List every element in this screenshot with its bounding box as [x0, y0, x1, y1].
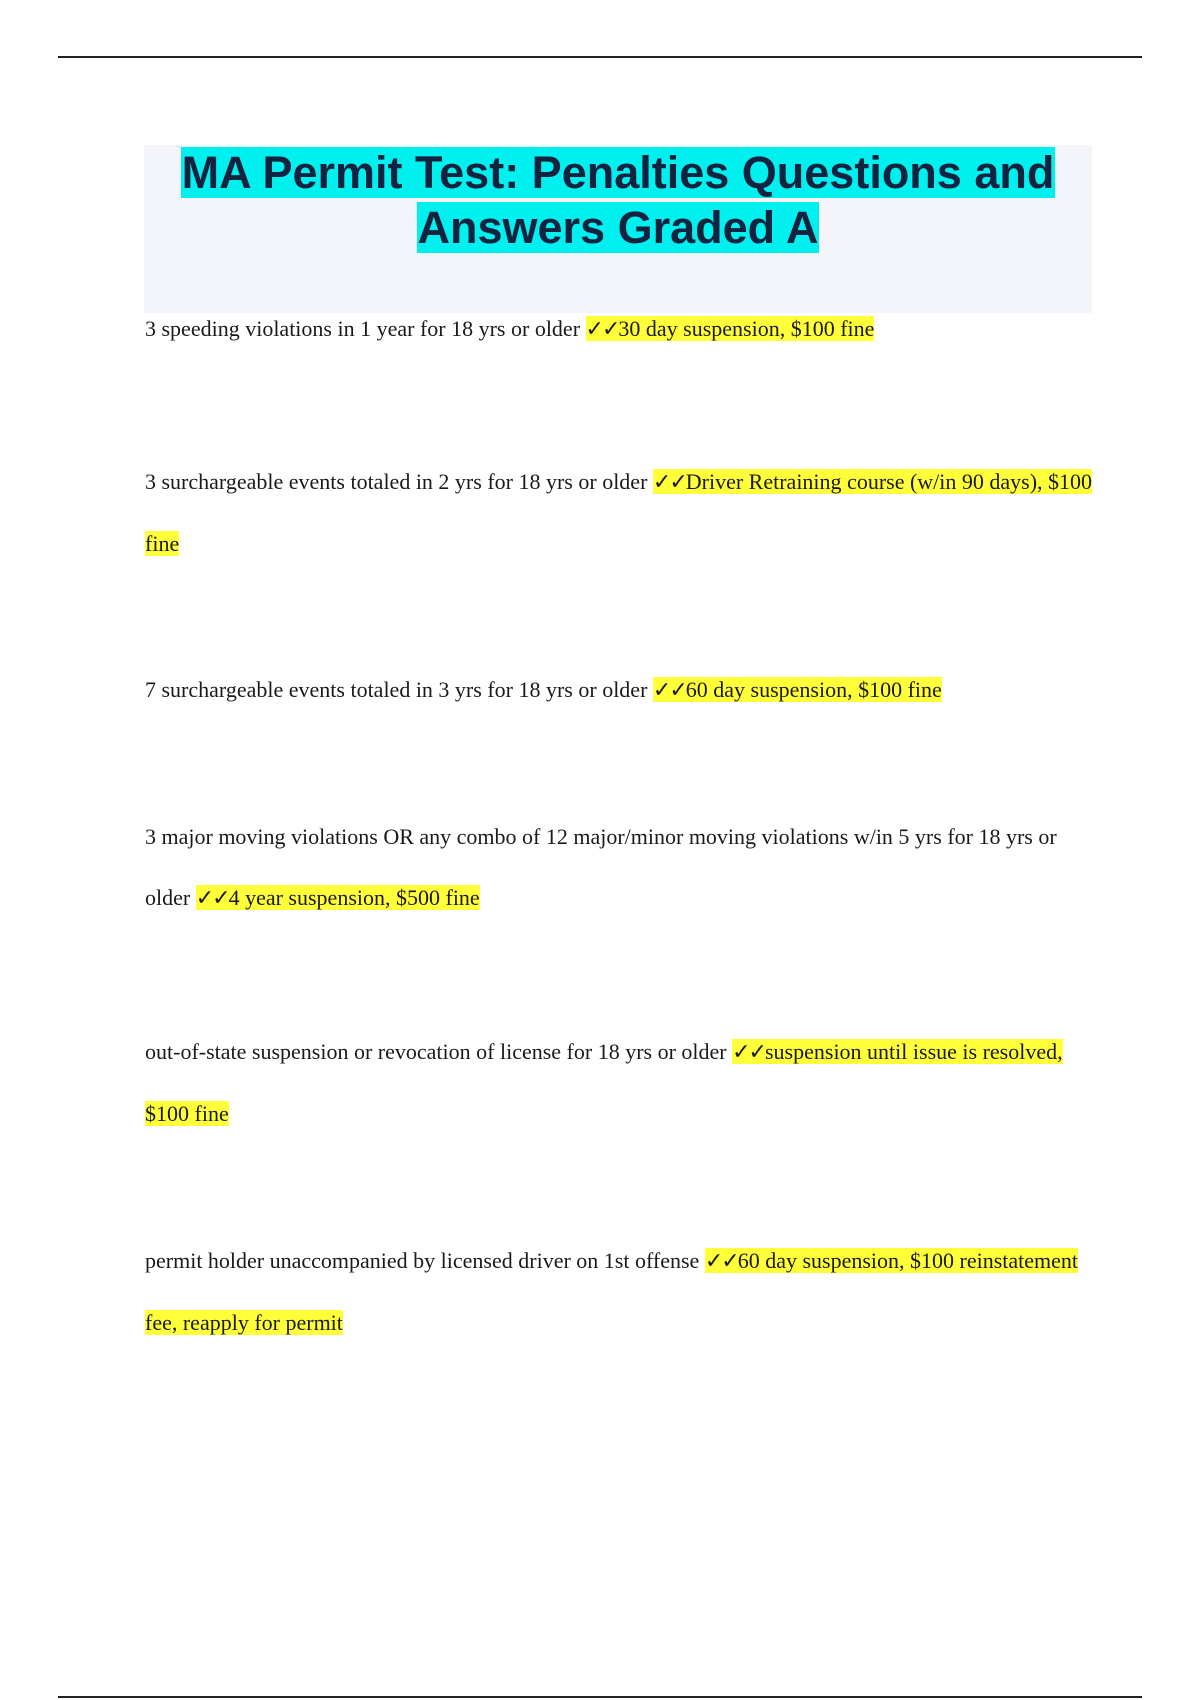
check-icon: ✓✓: [704, 1249, 738, 1274]
answer-highlight: [196, 885, 480, 910]
header-rule: [58, 56, 1142, 58]
question-text: permit holder unaccompanied by licensed driver on 1st offense: [145, 1248, 700, 1273]
answer-text: 60 day suspension, $100 reinstatement fee, reapply for permit: [145, 1248, 1079, 1335]
question-text: 3 major moving violations OR any combo of 12 major/minor moving violations w/in 5 yrs for 18 yrs or older: [145, 824, 1057, 910]
qa-item: [145, 1021, 1095, 1144]
answer-text: 30 day suspension, $100 fine: [618, 316, 875, 341]
document-title: [144, 145, 1092, 255]
check-icon: ✓✓: [732, 1040, 765, 1065]
title-block: [144, 145, 1092, 313]
answer-text: Driver Retraining course (w/in 90 days), $100 fine: [145, 469, 1093, 556]
check-icon: ✓✓: [652, 678, 686, 703]
answer-text: 4 year suspension, $500 fine: [228, 885, 480, 910]
answer-highlight: [653, 677, 942, 702]
answer-text: 60 day suspension, $100 fine: [685, 677, 942, 702]
qa-item: [145, 451, 1095, 574]
question-text: 3 speeding violations in 1 year for 18 yrs or older: [145, 316, 581, 341]
answer-text: suspension until issue is resolved, $100 fine: [145, 1039, 1063, 1126]
question-text: out-of-state suspension or revocation of license for 18 yrs or older: [145, 1039, 727, 1064]
question-text: 7 surchargeable events totaled in 3 yrs for 18 yrs or older: [145, 677, 648, 702]
answer-highlight: [586, 316, 875, 341]
document-title-text: MA Permit Test: Penalties Questions and Answers Graded A: [181, 147, 1055, 253]
check-icon: ✓✓: [652, 470, 686, 495]
qa-item: [145, 659, 1095, 721]
qa-item: [145, 806, 1095, 929]
qa-item: [145, 298, 1095, 360]
footer-rule: [58, 1696, 1142, 1698]
check-icon: ✓✓: [585, 317, 619, 342]
check-icon: ✓✓: [195, 886, 229, 911]
question-text: 3 surchargeable events totaled in 2 yrs for 18 yrs or older: [145, 469, 648, 494]
qa-item: [145, 1230, 1095, 1353]
